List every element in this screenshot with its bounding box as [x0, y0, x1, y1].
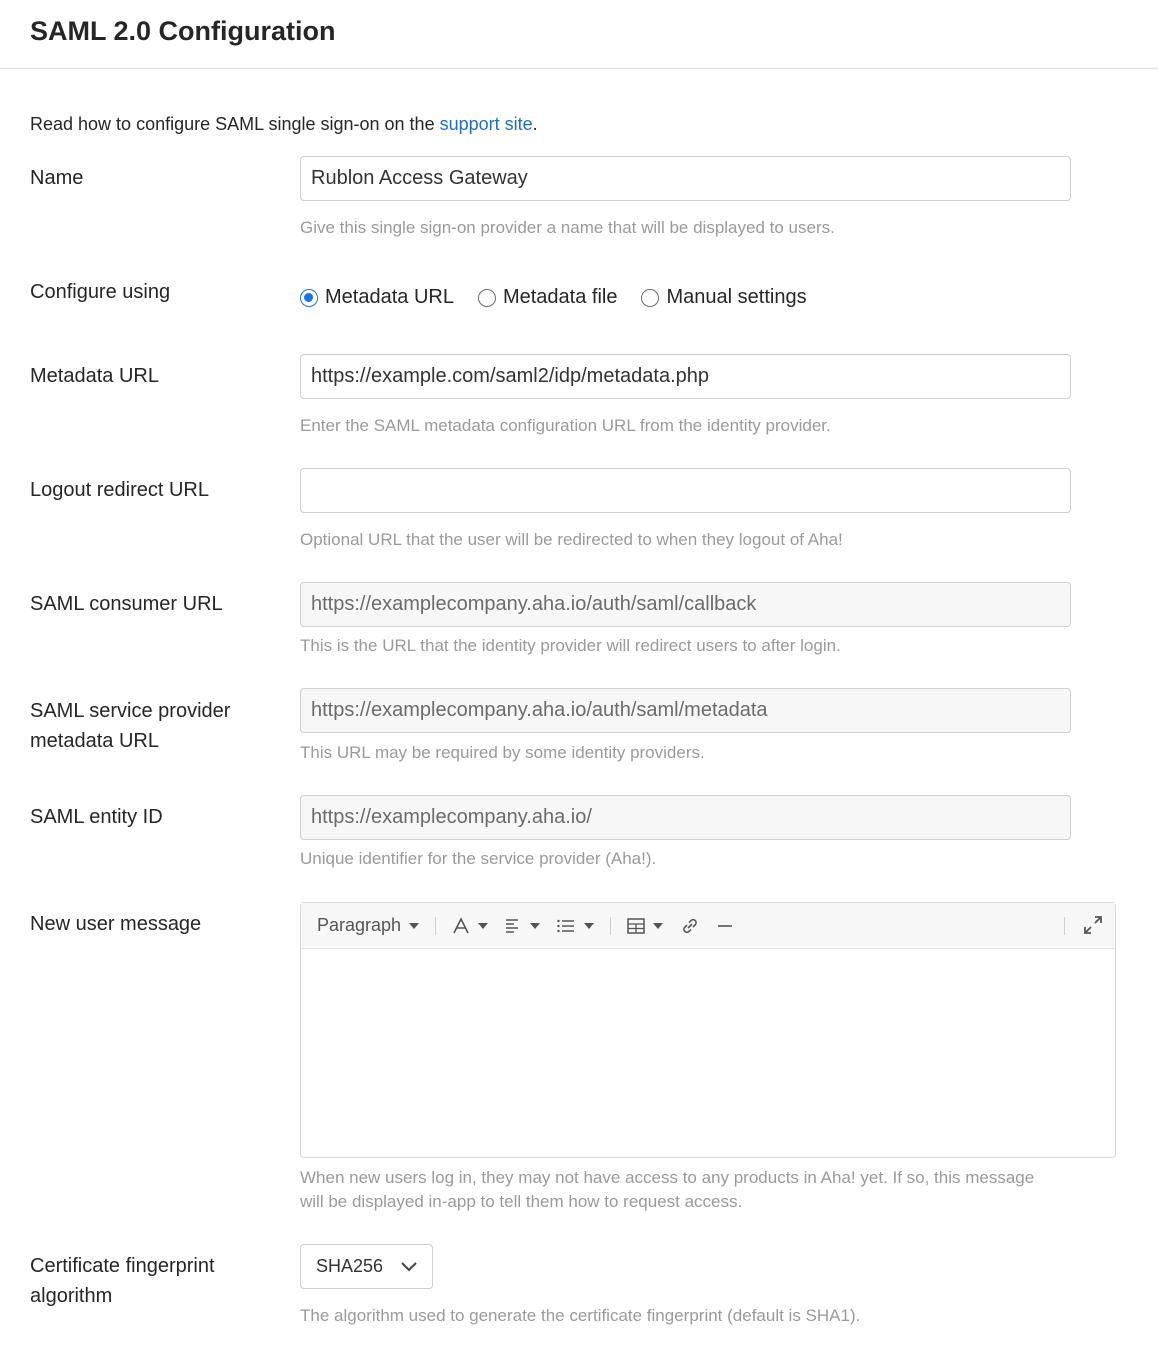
alignment-dropdown[interactable]: [504, 917, 540, 935]
metadata-url-help: Enter the SAML metadata configuration URL from the identity provider.: [300, 416, 831, 435]
text-format-icon: [452, 917, 470, 935]
intro-text: Read how to configure SAML single sign-on on the support site.: [30, 114, 538, 134]
caret-down-icon: [653, 923, 663, 929]
name-label: Name: [30, 167, 84, 189]
metadata-url-label: Metadata URL: [30, 365, 159, 387]
table-dropdown[interactable]: [627, 918, 663, 934]
radio-unchecked-icon[interactable]: [641, 289, 659, 307]
fingerprint-algorithm-select[interactable]: SHA256: [300, 1244, 433, 1289]
insert-link-button[interactable]: [679, 917, 701, 935]
radio-manual-settings[interactable]: Manual settings: [641, 286, 806, 309]
name-input[interactable]: [300, 156, 1071, 201]
saml-entity-id-input[interactable]: [300, 795, 1071, 840]
paragraph-dropdown[interactable]: Paragraph: [317, 915, 419, 936]
sp-metadata-url-help: This URL may be required by some identity providers.: [300, 743, 705, 762]
caret-down-icon: [530, 923, 540, 929]
support-site-link[interactable]: support site: [439, 114, 533, 134]
saml-consumer-url-label: SAML consumer URL: [30, 593, 223, 615]
radio-metadata-url[interactable]: Metadata URL: [300, 286, 454, 309]
font-style-dropdown[interactable]: [452, 917, 488, 935]
caret-down-icon: [478, 923, 488, 929]
saml-entity-id-help: Unique identifier for the service provider (Aha!).: [300, 849, 657, 868]
editor-toolbar: [301, 903, 1115, 949]
radio-unchecked-icon[interactable]: [478, 289, 496, 307]
logout-redirect-url-label: Logout redirect URL: [30, 479, 209, 501]
fullscreen-button[interactable]: [1083, 915, 1103, 940]
sp-metadata-url-label: SAML service provider metadata URL: [30, 700, 231, 752]
name-help: Give this single sign-on provider a name that will be displayed to users.: [300, 218, 835, 237]
sp-metadata-url-input[interactable]: [300, 688, 1071, 733]
editor-content-area[interactable]: [301, 949, 1115, 1157]
logout-redirect-url-input[interactable]: [300, 468, 1071, 513]
new-user-message-help: When new users log in, they may not have access to any products in Aha! yet. If so, this message will be displayed in-app to tell them how to request access.: [300, 1168, 1035, 1211]
toolbar-divider: [1064, 917, 1065, 935]
new-user-message-label: New user message: [30, 913, 202, 935]
page-header: [0, 0, 1158, 69]
saml-consumer-url-input[interactable]: [300, 582, 1071, 627]
caret-down-icon: [584, 923, 594, 929]
chevron-down-icon: [400, 1261, 418, 1273]
page-title: SAML 2.0 Configuration: [30, 15, 336, 46]
radio-checked-icon[interactable]: [300, 289, 318, 307]
saml-entity-id-label: SAML entity ID: [30, 806, 163, 828]
horizontal-line-icon: [717, 917, 733, 935]
expand-icon: [1083, 915, 1103, 935]
metadata-url-input[interactable]: [300, 354, 1071, 399]
align-left-icon: [504, 917, 522, 935]
rich-text-editor: [300, 902, 1116, 1158]
table-icon: [627, 918, 645, 934]
radio-metadata-file[interactable]: Metadata file: [478, 286, 618, 309]
caret-down-icon: [409, 923, 419, 929]
bulleted-list-icon: [556, 917, 576, 935]
horizontal-rule-button[interactable]: [717, 917, 733, 935]
configure-using-label: Configure using: [30, 281, 171, 303]
logout-redirect-url-help: Optional URL that the user will be redirected to when they logout of Aha!: [300, 530, 843, 549]
fingerprint-algorithm-label: Certificate fingerprint algorithm: [30, 1255, 215, 1307]
toolbar-divider: [435, 917, 436, 935]
list-dropdown[interactable]: [556, 917, 594, 935]
saml-consumer-url-help: This is the URL that the identity provider will redirect users to after login.: [300, 636, 841, 655]
fingerprint-algorithm-help: The algorithm used to generate the certificate fingerprint (default is SHA1).: [300, 1306, 861, 1325]
link-icon: [679, 917, 701, 935]
configure-using-radio-group: [300, 286, 831, 309]
toolbar-divider: [610, 917, 611, 935]
